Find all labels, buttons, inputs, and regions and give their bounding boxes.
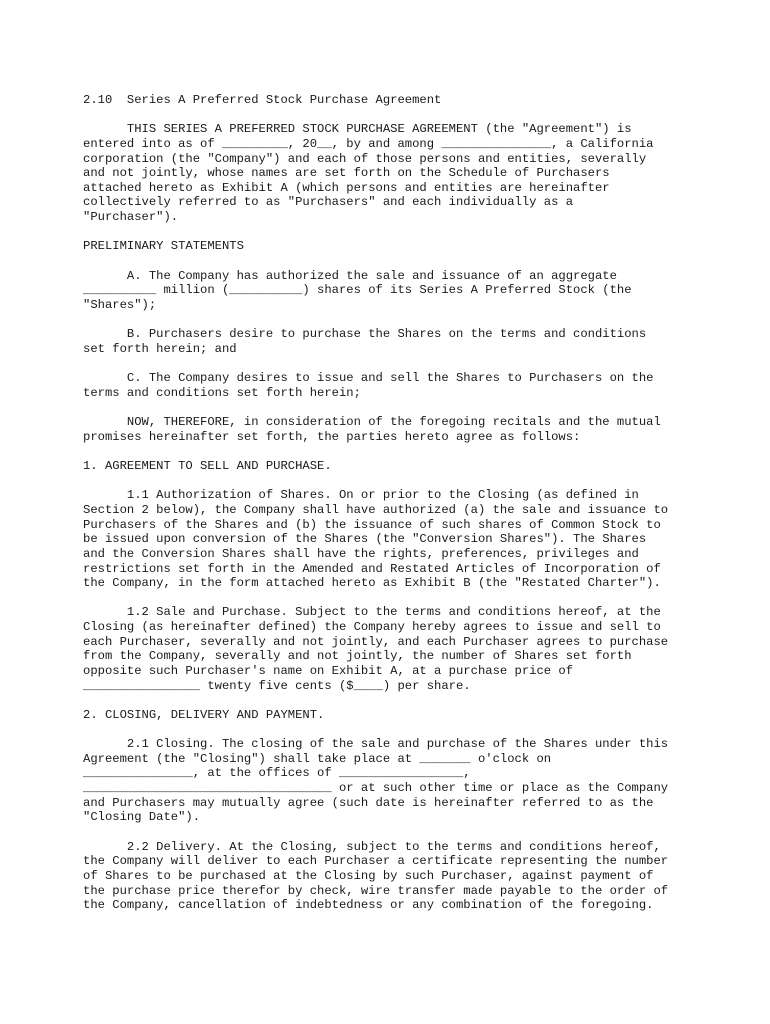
document-line: 2. CLOSING, DELIVERY AND PAYMENT. xyxy=(83,707,325,722)
document-line xyxy=(83,444,723,459)
document-line: _______________, at the offices of _________________, xyxy=(83,766,471,781)
document-line: Section 2 below), the Company shall have authorized (a) the sale and issuance to xyxy=(83,502,669,517)
document-line xyxy=(83,825,723,840)
document-line xyxy=(83,313,723,328)
document-line: of Shares to be purchased at the Closing by such Purchaser, against payment of xyxy=(83,868,654,883)
document-line: __________________________________ or at such other time or place as the Company xyxy=(83,781,669,796)
document-line xyxy=(83,693,723,708)
document-line: Purchasers of the Shares and (b) the issuance of such shares of Common Stock to xyxy=(83,517,661,532)
document-line xyxy=(83,357,723,372)
document-line: A. The Company has authorized the sale and issuance of an aggregate xyxy=(83,268,617,283)
document-line: entered into as of _________, 20__, by and among _______________, a California xyxy=(83,136,654,151)
document-line: ________________ twenty five cents ($____) per share. xyxy=(83,678,471,693)
document-line: be issued upon conversion of the Shares (the "Conversion Shares"). The Shares xyxy=(83,532,647,547)
document-line: restrictions set forth in the Amended and Restated Articles of Incorporation of xyxy=(83,561,661,576)
document-line: 1.1 Authorization of Shares. On or prior to the Closing (as defined in xyxy=(83,488,639,503)
document-line: from the Company, severally and not jointly, the number of Shares set forth xyxy=(83,649,632,664)
document-line: "Closing Date"). xyxy=(83,810,201,825)
document-line: the Company will deliver to each Purchaser a certificate representing the number xyxy=(83,854,669,869)
document-line: "Purchaser"). xyxy=(83,210,179,225)
document-line: each Purchaser, severally and not jointly, and each Purchaser agrees to purchase xyxy=(83,634,669,649)
document-line xyxy=(83,591,723,606)
document-line: opposite such Purchaser's name on Exhibit A, at a purchase price of xyxy=(83,663,574,678)
document-line: set forth herein; and xyxy=(83,341,237,356)
document-line: and Purchasers may mutually agree (such date is hereinafter referred to as the xyxy=(83,795,654,810)
document-line: 1.2 Sale and Purchase. Subject to the terms and conditions hereof, at the xyxy=(83,605,661,620)
document-line: 2.1 Closing. The closing of the sale and purchase of the Shares under this xyxy=(83,737,669,752)
document-line: 2.2 Delivery. At the Closing, subject to the terms and conditions hereof, xyxy=(83,839,661,854)
document-line: terms and conditions set forth herein; xyxy=(83,385,361,400)
document-line: corporation (the "Company") and each of those persons and entities, severally xyxy=(83,151,647,166)
document-line: NOW, THEREFORE, in consideration of the foregoing recitals and the mutual xyxy=(83,415,661,430)
document-line: the Company, cancellation of indebtedness or any combination of the foregoing. xyxy=(83,898,654,913)
document-line: THIS SERIES A PREFERRED STOCK PURCHASE AGREEMENT (the "Agreement") is xyxy=(83,122,632,137)
document-line: C. The Company desires to issue and sell the Shares to Purchasers on the xyxy=(83,371,654,386)
document-line: B. Purchasers desire to purchase the Shares on the terms and conditions xyxy=(83,327,647,342)
document-line: Agreement (the "Closing") shall take place at _______ o'clock on xyxy=(83,751,552,766)
document-line: the Company, in the form attached hereto as Exhibit B (the "Restated Charter"). xyxy=(83,576,661,591)
document-line: the purchase price therefor by check, wire transfer made payable to the order of xyxy=(83,883,669,898)
document-line: promises hereinafter set forth, the parties hereto agree as follows: xyxy=(83,429,581,444)
document-line: Closing (as hereinafter defined) the Company hereby agrees to issue and sell to xyxy=(83,620,661,635)
document-line: PRELIMINARY STATEMENTS xyxy=(83,239,244,254)
document-line: and not jointly, whose names are set forth on the Schedule of Purchasers xyxy=(83,166,610,181)
document-line xyxy=(83,225,723,240)
document-line xyxy=(83,723,723,738)
document-line: __________ million (__________) shares of its Series A Preferred Stock (the xyxy=(83,283,632,298)
document-line xyxy=(83,254,723,269)
document-line xyxy=(83,400,723,415)
document-line xyxy=(83,474,723,489)
document-line: attached hereto as Exhibit A (which persons and entities are hereinafter xyxy=(83,180,610,195)
document-line: and the Conversion Shares shall have the rights, preferences, privileges and xyxy=(83,546,639,561)
document-line xyxy=(83,108,723,123)
document-line: 2.10 Series A Preferred Stock Purchase Agreement xyxy=(83,93,442,107)
document-line: collectively referred to as "Purchasers" and each individually as a xyxy=(83,195,574,210)
document-line: 1. AGREEMENT TO SELL AND PURCHASE. xyxy=(83,459,332,474)
document-line: "Shares"); xyxy=(83,297,157,312)
document-body xyxy=(83,93,723,913)
